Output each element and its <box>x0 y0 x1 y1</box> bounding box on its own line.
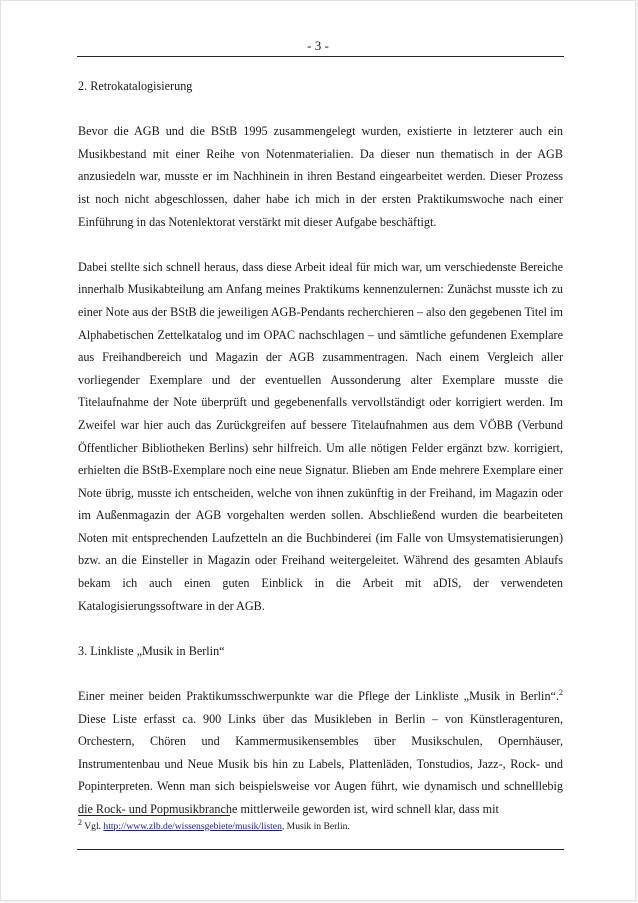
footer-rule <box>77 849 564 850</box>
paragraph-text: Einer meiner beiden Praktikumsschwerpunkte war die Pflege der Linkliste „Musik in Berlin“. <box>78 689 559 704</box>
footnote-reference[interactable]: 2 <box>559 687 563 697</box>
footnote-suffix: , Musik in Berlin. <box>281 821 350 832</box>
paragraph: Bevor die AGB und die BStB 1995 zusammengelegt wurden, existierte in letzterer auch ein Musikbestand mit einer Reihe von Notenmaterialien. Da dieser nun thematisch in der AGB anzusiedeln war, musste er im Nachhinein in ihren Bestand eingearbeitet werden. Dieser Prozess ist noch nicht abgeschlossen, daher habe ich mich in der ersten Praktikumswoche nach einer Einführung in das Notenlektorat verstärkt mit dieser Aufgabe beschäftigt. <box>78 124 563 229</box>
section-heading-retrokatalogisierung: 2. Retrokatalogisierung <box>78 79 193 93</box>
section-heading-linkliste: 3. Linkliste „Musik in Berlin“ <box>78 643 225 658</box>
footnote-prefix: Vgl. <box>82 821 104 832</box>
paragraph <box>78 685 563 821</box>
footnote <box>78 817 563 833</box>
footnote-separator <box>78 815 230 816</box>
header-rule <box>77 56 564 57</box>
paragraph: Dabei stellte sich schnell heraus, dass diese Arbeit ideal für mich war, um verschiedenste Bereiche innerhalb Musikabteilung am Anfang meines Praktikums kennenzulernen: Zunächst musste ich zu einer Note aus der BStB die jeweiligen AGB-Pendants recherchieren – also den gegebenen Titel im Alphabetischen Zettelkatalog und im OPAC nachschlagen – und sämtliche gefundenen Exemplare aus Freihandbereich und Magazin der AGB zusammentragen. Nach einem Vergleich aller vorliegender Exemplare und der eventuellen Aussonderung alter Exemplare musste die Titelaufnahme der Note überprüft und gegebenenfalls vervollständigt oder korrigiert werden. Im Zweifel war hier auch das Zurückgreifen auf bessere Titelaufnahmen aus dem VÖBB (Verbund Öffentlicher Bibliotheken Berlins) sehr hilfreich. Um alle nötigen Felder ergänzt bzw. korrigiert, erhielten die BStB-Exemplare noch eine neue Signatur. Blieben am Ende mehrere Exemplare einer Note übrig, musste ich entscheiden, welche von ihnen zukünftig in der Freihand, im Magazin oder im Außenmagazin der AGB vorgehalten werden sollen. Abschließend wurden die bearbeiteten Noten mit entsprechenden Laufzetteln an die Buchbinderei (im Falle von Umsystematisierungen) bzw. an die Einsteller in Magazin oder Freihand weitergeleitet. Während des gesamten Ablaufs bekam ich auch einen guten Einblick in die Arbeit mit aDIS, der verwendeten Katalogisierungssoftware in der AGB. <box>78 259 563 613</box>
page-number: - 3 - <box>307 38 329 53</box>
footnote-marker: 2 <box>78 817 82 827</box>
footnote-link[interactable]: http://www.zlb.de/wissensgebiete/musik/listen <box>103 821 282 832</box>
paragraph-text: Diese Liste erfasst ca. 900 Links über das Musikleben in Berlin – von Künstleragenturen, Orchestern, Chören und Kammermusikensembles über Musikschulen, Opernhäuser, Instrumentenbau und Neue Musik bis hin zu Labels, Plattenläden, Tonstudios, Jazz-, Rock- und Popinterpreten. Wenn man sich beispielsweise vor Augen führt, wie dynamisch und schnelllebig die Rock- und Popmusikbranche mittlerweile geworden ist, wird schnell klar, dass mit <box>78 711 563 816</box>
page-body <box>78 75 563 843</box>
